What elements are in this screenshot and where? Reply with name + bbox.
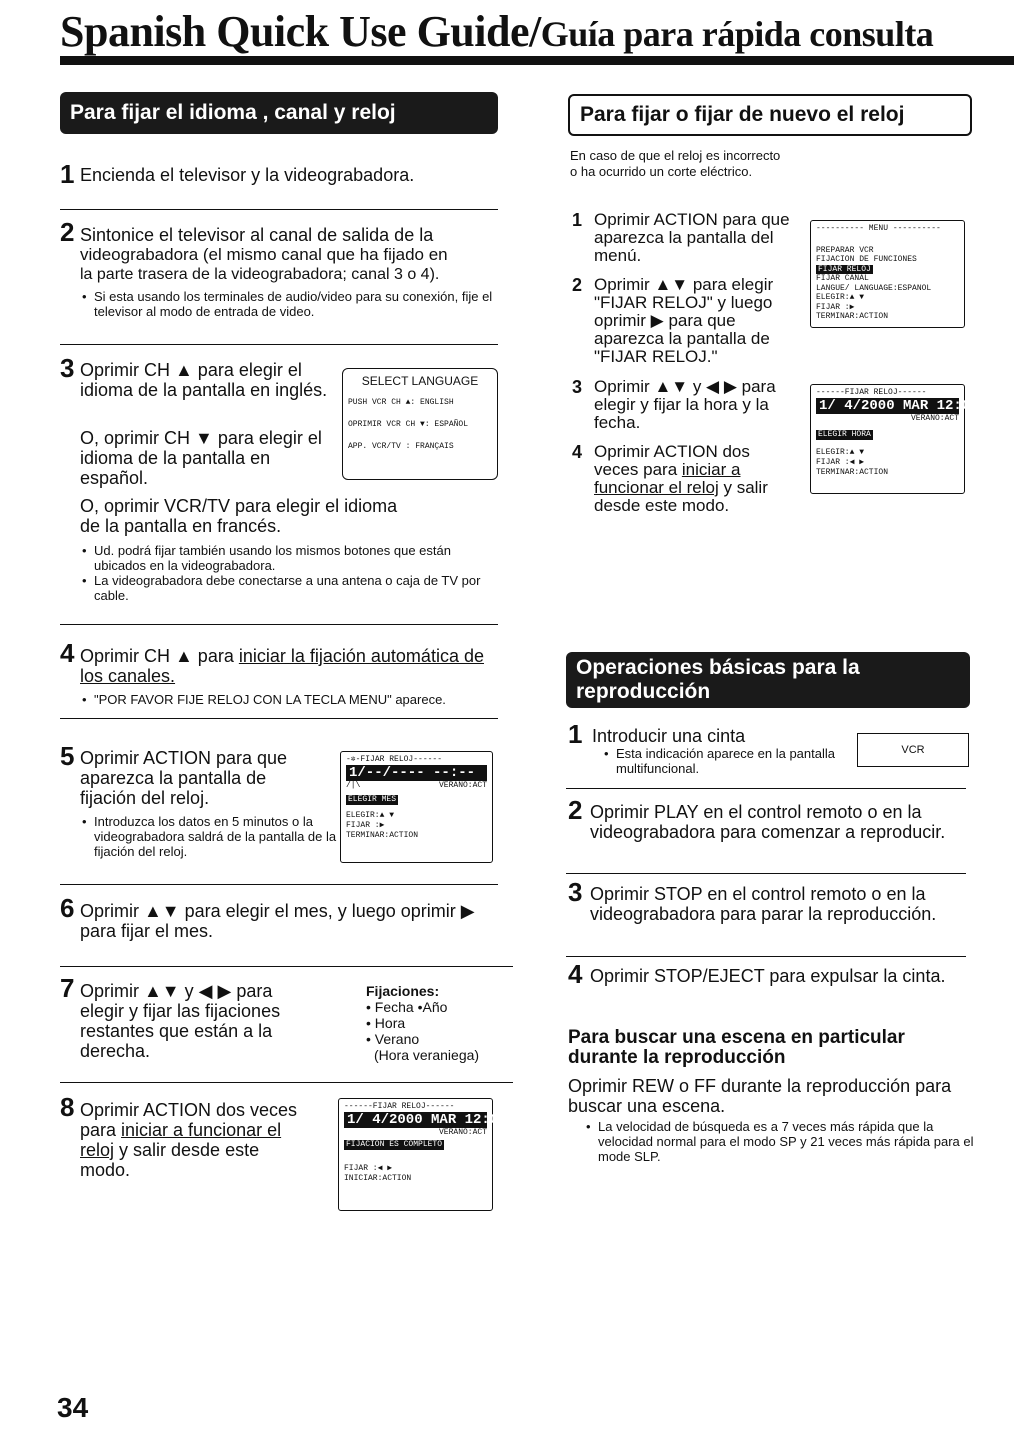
note: • Ud. podrá fijar también usando los mismos botones que están ubicados en la videograbadora. [94,543,494,573]
screen-line: FIJAR :◀ ▶ [344,1164,393,1173]
step-number: 5 [60,741,75,771]
screen-line: INICIAR:ACTION [344,1174,412,1183]
setting-item: (Hora veraniega) [374,1047,480,1063]
clock-setting-screen [340,751,493,863]
step-text: Oprimir ▲▼ y ◀ ▶ para elegir y fijar las fijaciones restantes que están a la derecha. [80,981,281,1061]
setting-item: • Hora [366,1015,406,1031]
settings-title: Fijaciones: [366,983,440,999]
step-number: 1 [60,159,75,189]
screen-line: PREPARAR VCR [816,245,874,255]
step-text: Oprimir ACTION dos veces para [80,1100,298,1140]
section-header-language-channel-clock: Para fijar el idioma , canal y reloj [60,92,498,134]
step-number: 1 [568,719,583,749]
step-text: Oprimir STOP en el control remoto o en la videograbadora para parar la reproducción. [590,884,937,924]
screen-line: PUSH VCR CH ▲: ENGLISH [348,398,454,407]
step-text: Introducir una cinta [592,726,746,746]
divider [566,873,966,874]
step-notes [80,543,494,603]
title-main: Spanish Quick Use Guide/ [60,7,541,56]
step-text: Sintonice el televisor al canal de salida de la [80,225,434,245]
step-text: la parte trasera de la videograbadora; canal 3 o 4). [80,266,440,283]
screen-line: FIJAR :▶ [346,821,385,830]
divider [566,956,966,957]
divider [60,209,498,210]
step-notes [602,746,846,776]
step-text: Oprimir ▲▼ y ◀ ▶ para elegir y fijar la hora y la fecha. [594,377,776,432]
screen-line: /|\ [346,781,361,790]
screen-datetime: 1/ 4/2000 MAR 12:00PM [344,1112,487,1128]
step-number: 4 [568,959,583,989]
section-header-reset-clock: Para fijar o fijar de nuevo el reloj [568,94,972,136]
screen-line: APP. VCR/TV : FRANÇAIS [348,442,454,451]
step-emphasis: iniciar la fijación automática de los canales. [80,646,484,686]
clock-complete-screen [338,1098,524,1211]
divider [60,718,498,719]
step-notes [80,692,514,707]
step-text: videograbadora (el mismo canal que ha fijado en [80,245,448,264]
screen-line: VERANO:ACT [438,781,487,790]
screen-line: ELEGIR:▲ ▼ [816,448,865,457]
step-number: 4 [60,638,75,668]
search-notes [584,1119,983,1164]
step-text: Oprimir ACTION para que aparezca la pantalla del menú. [594,210,790,265]
screen-line: OPRIMIR VCR CH ▼: ESPAÑOL [348,420,469,429]
step-text: Oprimir CH ▲ para elegir el idioma de la pantalla en inglés. [80,360,328,400]
settings-list [366,983,479,1063]
divider [566,788,966,789]
clock-reset-screen [810,384,996,494]
step-text: Oprimir CH ▲ para [80,646,239,666]
note: • La videograbadora debe conectarse a una antena o caja de TV por cable. [94,573,494,603]
search-subheading: Para buscar una escena en particular durante la reproducción [568,1027,905,1068]
step-number: 1 [572,210,583,230]
step-number: 8 [60,1092,75,1122]
screen-line: TERMINAR:ACTION [816,312,889,321]
screen-line: ------FIJAR RELOJ------ [344,1102,455,1111]
step-number: 7 [60,973,75,1003]
intro-line: o ha ocurrido un corte eléctrico. [570,164,753,179]
screen-highlight: FIJAR RELOJ [818,264,871,274]
divider [60,966,513,967]
step-number: 3 [568,877,583,907]
vcr-indicator: VCR [901,744,925,756]
screen-datetime: 1/--/---- --:-- [346,765,487,781]
screen-line: FIJACION DE FUNCIONES [816,255,917,264]
intro-line: En caso de que el reloj es incorrecto [570,148,781,163]
page-title [60,6,933,57]
step-text: Encienda el televisor y la videograbadora. [80,165,415,185]
step-number: 2 [572,275,583,295]
step-text: Oprimir ▲▼ para elegir "FIJAR RELOJ" y luego oprimir ▶ para que aparezca la pantalla de "FIJAR RELOJ." [594,275,774,366]
step-number: 3 [60,353,75,383]
vcr-indicator-display [857,733,969,767]
step-number: 6 [60,893,75,923]
divider [60,1082,513,1083]
divider [60,624,498,625]
note: • Si esta usando los terminales de audio/video para su conexión, fije el televisor al modo de entrada de video. [94,289,504,319]
menu-screen [810,220,965,328]
step-emphasis: iniciar a funcionar el reloj [594,460,741,497]
screen-line: FIJAR CANAL [816,274,869,283]
note: • "POR FAVOR FIJE RELOJ CON LA TECLA MENU" aparece. [94,692,514,707]
screen-title: SELECT LANGUAGE [361,374,479,388]
screen-highlight: ELEGIR HORA [818,430,871,439]
screen-line: ELEGIR:▲ ▼ [816,293,865,302]
step-number: 4 [572,442,583,462]
screen-highlight: FIJACION ES COMPLETO [346,1140,443,1149]
step-notes [80,814,344,859]
note: • La velocidad de búsqueda es a 7 veces más rápida que la velocidad normal para el modo SP y 21 veces más rápida para el mode SLP. [598,1119,983,1164]
screen-line: TERMINAR:ACTION [816,468,889,477]
title-sub: Guía para rápida consulta [540,14,934,54]
screen-line: VERANO:ACT [438,1128,487,1137]
note: • Introduzca los datos en 5 minutos o la videograbadora saldrá de la pantalla de la fijación del reloj. [94,814,344,859]
divider [60,884,498,885]
screen-line: VERANO:ACT [910,414,959,423]
step-text: Oprimir PLAY en el control remoto o en la videograbadora para comenzar a reproducir. [590,802,946,842]
screen-line: FIJAR :▶ [816,302,855,312]
screen-line: ELEGIR:▲ ▼ [346,811,395,820]
step-text: Oprimir ACTION dos veces para [594,442,750,479]
screen-line: ---------- MENU ---------- [816,224,941,233]
divider [60,344,498,345]
search-text: Oprimir REW o FF durante la reproducción para buscar una escena. [568,1076,952,1116]
screen-line: FIJAR :◀ ▶ [816,458,865,467]
step-text: y salir desde este modo. [80,1140,260,1180]
setting-item: • Verano [366,1031,420,1047]
screen-line: ------FIJAR RELOJ------ [816,388,927,397]
step-notes [80,289,504,319]
screen-datetime: 1/ 4/2000 MAR 12:00PM [816,398,959,414]
step-text: O, oprimir VCR/TV para elegir el idioma de la pantalla en francés. [80,496,398,536]
title-rule [60,56,1014,65]
screen-line: LANGUE/ LANGUAGE:ESPANOL [816,283,932,293]
step-text: Oprimir ▲▼ para elegir el mes, y luego oprimir ▶ para fijar el mes. [80,901,475,941]
step-number: 2 [60,217,75,247]
screen-line: -✲-FIJAR RELOJ------ [346,755,443,764]
step-text: O, oprimir CH ▼ para elegir el idioma de la pantalla en español. [80,428,322,488]
intro-text [570,148,970,180]
page-number: 34 [57,1392,89,1423]
step-emphasis: iniciar a funcionar el reloj [80,1120,282,1160]
section-header-playback: Operaciones básicas para la reproducción [566,652,970,708]
screen-highlight: ELEGIR MES [348,795,397,804]
step-text: Oprimir STOP/EJECT para expulsar la cinta. [590,966,946,986]
step-number: 2 [568,795,583,825]
step-text: y salir desde este modo. [594,478,768,515]
setting-item: • Fecha •Año [366,999,448,1015]
step-text: Oprimir ACTION para que aparezca la pantalla de fijación del reloj. [80,748,288,808]
step-number: 3 [572,377,583,397]
screen-line: TERMINAR:ACTION [346,831,419,840]
note: • Esta indicación aparece en la pantalla multifuncional. [616,746,846,776]
language-screen [342,368,498,480]
